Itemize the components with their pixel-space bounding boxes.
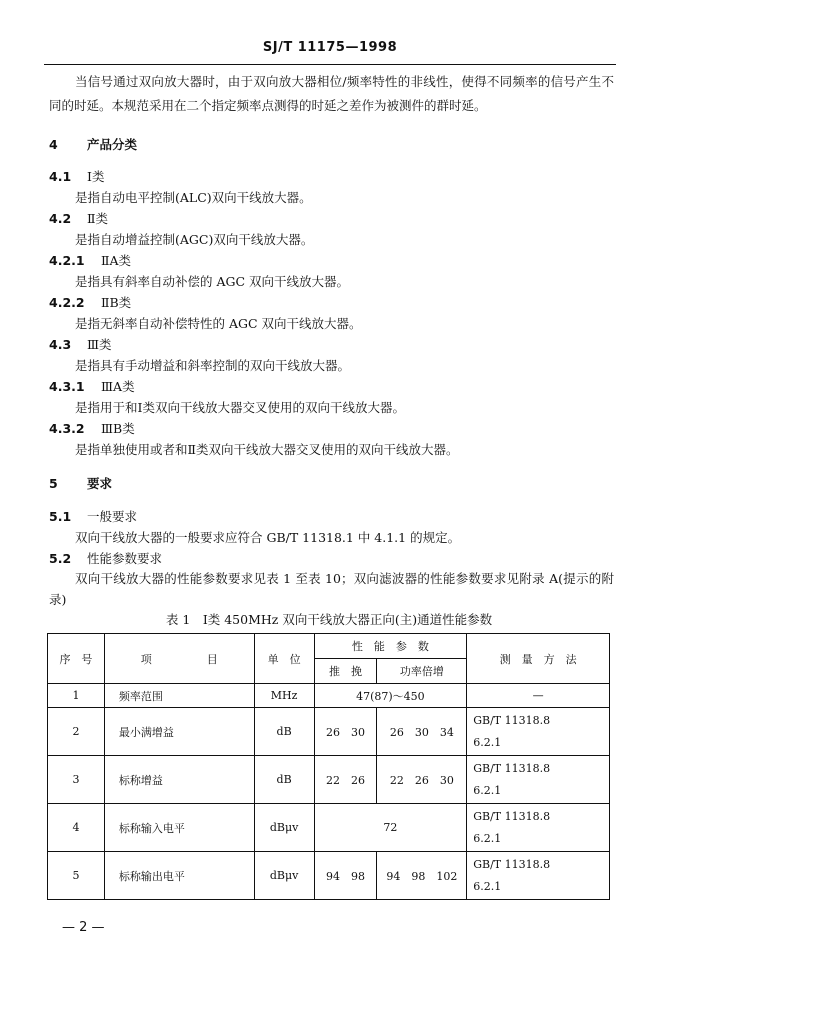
cell-unit: dBμv — [254, 804, 314, 852]
section-4-3-body: 是指具有手动增益和斜率控制的双向干线放大器。 — [75, 358, 351, 373]
table-row — [48, 756, 610, 804]
cell-unit: dB — [254, 756, 314, 804]
section-title: ⅢA类 — [101, 379, 135, 394]
col-header-seq: 序 号 — [48, 634, 105, 684]
section-4-3-1-body: 是指用于和Ⅰ类双向干线放大器交叉使用的双向干线放大器。 — [75, 400, 405, 415]
method-standard: GB/T 11318.8 — [473, 761, 551, 775]
cell-method: — — [467, 684, 610, 708]
intro-paragraph: 当信号通过双向放大器时，由于双向放大器相位/频率特性的非线性，使得不同频率的信号产生不同的时延。本规范采用在二个指定频率点测得的时延之差作为被测件的群时延。 — [49, 74, 614, 113]
page-header: SJ/T 11175—1998 — [262, 40, 398, 55]
cell-seq: 2 — [48, 708, 105, 756]
cell-unit: dB — [254, 708, 314, 756]
cell-perf-span: 72 — [314, 804, 467, 852]
section-4-2-heading — [49, 210, 108, 228]
section-number: 5.1 — [49, 509, 72, 524]
method-standard: GB/T 11318.8 — [473, 857, 551, 871]
page-number: — 2 — — [62, 920, 105, 935]
section-4-2-2-body: 是指无斜率自动补偿特性的 AGC 双向干线放大器。 — [75, 316, 362, 331]
cell-power-double: 22 26 30 — [377, 756, 467, 804]
cell-unit: MHz — [254, 684, 314, 708]
cell-seq: 5 — [48, 852, 105, 900]
cell-seq: 3 — [48, 756, 105, 804]
cell-item: 标称输出电平 — [104, 852, 254, 900]
method-standard: GB/T 11318.8 — [473, 713, 551, 727]
col-header-method: 测 量 方 法 — [467, 634, 610, 684]
section-4-2-1-heading — [49, 252, 131, 270]
section-5-heading — [49, 475, 112, 493]
table-row — [48, 852, 610, 900]
method-clause: 6.2.1 — [473, 783, 502, 797]
section-4-2-body: 是指自动增益控制(AGC)双向干线放大器。 — [75, 232, 314, 247]
method-clause: 6.2.1 — [473, 879, 502, 893]
col-header-item: 项 目 — [104, 634, 254, 684]
section-number: 4 — [49, 137, 58, 152]
section-title: 产品分类 — [87, 137, 138, 152]
cell-item: 标称增益 — [104, 756, 254, 804]
cell-method — [467, 852, 610, 900]
section-title: Ⅲ类 — [87, 337, 112, 352]
cell-push-pull: 26 30 — [314, 708, 377, 756]
section-4-1-heading — [49, 168, 104, 186]
table-row — [48, 708, 610, 756]
cell-method — [467, 708, 610, 756]
section-4-2-2-heading — [49, 294, 131, 312]
method-standard: GB/T 11318.8 — [473, 809, 551, 823]
section-number: 4.3.1 — [49, 379, 85, 394]
performance-table — [47, 633, 610, 900]
cell-push-pull: 94 98 — [314, 852, 377, 900]
section-title: ⅡA类 — [101, 253, 132, 268]
table-caption: 表 1 Ⅰ类 450MHz 双向干线放大器正向(主)通道性能参数 — [165, 612, 493, 627]
section-title: ⅢB类 — [101, 421, 135, 436]
table-row — [48, 684, 610, 708]
section-4-3-1-heading — [49, 378, 135, 396]
section-5-2-heading — [49, 550, 162, 568]
cell-item: 最小满增益 — [104, 708, 254, 756]
section-title: Ⅱ类 — [87, 211, 108, 226]
section-4-1-body: 是指自动电平控制(ALC)双向干线放大器。 — [75, 190, 312, 205]
col-header-push-pull: 推 挽 — [314, 659, 377, 684]
cell-unit: dBμv — [254, 852, 314, 900]
section-5-1-body: 双向干线放大器的一般要求应符合 GB/T 11318.1 中 4.1.1 的规定。 — [75, 530, 461, 545]
cell-seq: 1 — [48, 684, 105, 708]
cell-method — [467, 804, 610, 852]
section-4-heading — [49, 136, 137, 154]
method-clause: 6.2.1 — [473, 735, 502, 749]
table-header-row — [48, 634, 610, 659]
section-title: 要求 — [87, 476, 113, 491]
col-header-perf: 性 能 参 数 — [314, 634, 467, 659]
section-number: 4.3 — [49, 337, 72, 352]
cell-push-pull: 22 26 — [314, 756, 377, 804]
section-number: 5 — [49, 476, 58, 491]
section-number: 4.3.2 — [49, 421, 85, 436]
section-title: Ⅰ类 — [87, 169, 105, 184]
cell-item: 标称输入电平 — [104, 804, 254, 852]
section-title: 一般要求 — [87, 509, 138, 524]
section-number: 5.2 — [49, 551, 72, 566]
cell-power-double: 26 30 34 — [377, 708, 467, 756]
section-5-1-heading — [49, 508, 137, 526]
cell-seq: 4 — [48, 804, 105, 852]
performance-paragraph: 双向干线放大器的性能参数要求见表 1 至表 10；双向滤波器的性能参数要求见附录 A(提示的附录) — [49, 571, 614, 607]
section-title: ⅡB类 — [101, 295, 132, 310]
section-number: 4.2 — [49, 211, 72, 226]
col-header-power-double: 功率倍增 — [377, 659, 467, 684]
cell-method — [467, 756, 610, 804]
cell-item: 频率范围 — [104, 684, 254, 708]
section-number: 4.2.1 — [49, 253, 85, 268]
col-header-unit: 单 位 — [254, 634, 314, 684]
section-title: 性能参数要求 — [87, 551, 163, 566]
section-4-2-1-body: 是指具有斜率自动补偿的 AGC 双向干线放大器。 — [75, 274, 350, 289]
section-4-3-2-body: 是指单独使用或者和Ⅱ类双向干线放大器交叉使用的双向干线放大器。 — [75, 442, 459, 457]
table-row — [48, 804, 610, 852]
method-clause: 6.2.1 — [473, 831, 502, 845]
section-number: 4.1 — [49, 169, 72, 184]
cell-power-double: 94 98 102 — [377, 852, 467, 900]
section-number: 4.2.2 — [49, 295, 85, 310]
header-rule — [44, 64, 616, 65]
cell-perf-span: 47(87)～450 — [314, 684, 467, 708]
section-4-3-heading — [49, 336, 112, 354]
section-4-3-2-heading — [49, 420, 135, 438]
